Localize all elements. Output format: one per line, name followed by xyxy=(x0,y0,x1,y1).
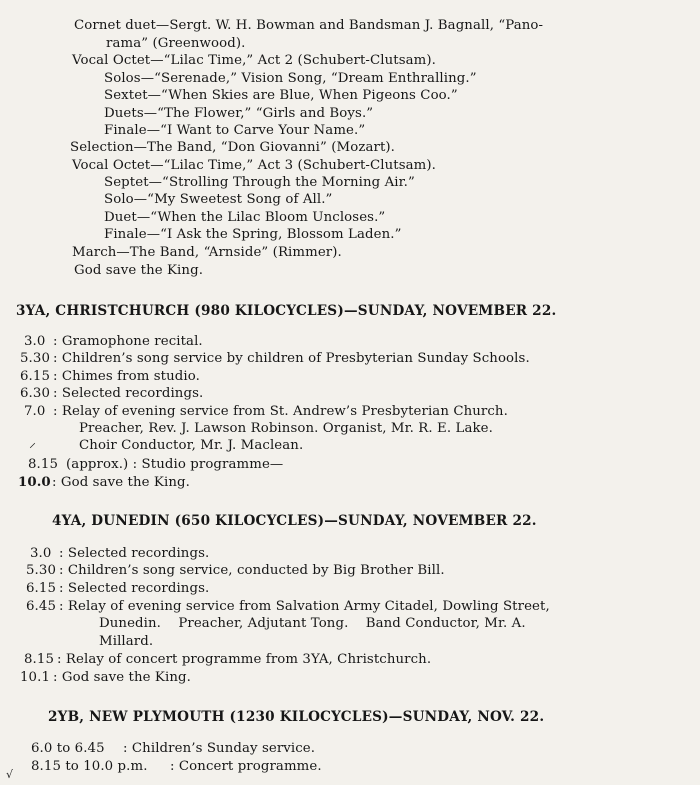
schedule-row xyxy=(24,651,432,668)
schedule-time: 7.0 xyxy=(24,404,46,419)
programme-line: Solo—“My Sweetest Song of All.” xyxy=(104,192,333,207)
schedule-text: : Children’s song service by children of Presbyterian Sunday Schools. xyxy=(53,351,530,366)
programme-line: Sextet—“When Skies are Blue, When Pigeons Coo.” xyxy=(104,88,458,103)
schedule-time: 6.15 xyxy=(20,369,51,384)
schedule-text: : Selected recordings. xyxy=(59,546,210,561)
schedule-time: 5.30 xyxy=(20,351,51,366)
schedule-continuation: Choir Conductor, Mr. J. Maclean. xyxy=(79,438,304,453)
schedule-text: : God save the King. xyxy=(52,475,190,490)
programme-line: Finale—“I Want to Carve Your Name.” xyxy=(104,123,366,138)
schedule-row xyxy=(20,385,204,402)
schedule-continuation: Preacher, Rev. J. Lawson Robinson. Organist, Mr. R. E. Lake. xyxy=(79,421,493,436)
schedule-text: : Relay of evening service from Salvation Army Citadel, Dowling Street, xyxy=(59,599,550,614)
programme-line: Solos—“Serenade,” Vision Song, “Dream Enthralling.” xyxy=(104,71,477,86)
schedule-time: 6.30 xyxy=(20,386,51,401)
schedule-time: 5.30 xyxy=(26,563,57,578)
schedule-text: : Relay of concert programme from 3YA, Christchurch. xyxy=(57,652,432,667)
programme-line: Vocal Octet—“Lilac Time,” Act 2 (Schubert-Clutsam). xyxy=(72,53,436,68)
schedule-row xyxy=(20,368,200,385)
programme-line: Cornet duet—Sergt. W. H. Bowman and Bandsman J. Bagnall, “Pano- xyxy=(74,18,544,33)
schedule-time: 6.45 xyxy=(26,599,57,614)
programme-line: Duet—“When the Lilac Bloom Uncloses.” xyxy=(104,210,386,225)
schedule-text: : Selected recordings. xyxy=(59,581,210,596)
schedule-row xyxy=(20,669,191,686)
schedule-row xyxy=(24,333,203,350)
station-heading: 3YA, CHRISTCHURCH (980 KILOCYCLES)—SUNDAY, NOVEMBER 22. xyxy=(16,303,557,319)
schedule-time: 8.15 to 10.0 p.m. xyxy=(31,759,148,774)
schedule-continuation: Dunedin. Preacher, Adjutant Tong. Band Conductor, Mr. A. xyxy=(99,616,526,631)
corner-mark-icon: √ xyxy=(6,768,14,781)
schedule-text: : Relay of evening service from St. Andrew’s Presbyterian Church. xyxy=(53,404,508,419)
schedule-continuation: Millard. xyxy=(99,634,154,649)
schedule-text: : Children’s song service, conducted by Big Brother Bill. xyxy=(59,563,445,578)
schedule-text: : Children’s Sunday service. xyxy=(123,741,316,756)
programme-line: Septet—“Strolling Through the Morning Air.” xyxy=(104,175,415,190)
schedule-row xyxy=(18,474,190,491)
programme-line: Selection—The Band, “Don Giovanni” (Mozart). xyxy=(70,140,395,155)
schedule-time: 10.0 xyxy=(18,475,51,490)
schedule-time: 6.0 to 6.45 xyxy=(31,741,105,756)
schedule-row xyxy=(20,350,530,367)
schedule-text: (approx.) : Studio programme— xyxy=(66,457,284,472)
schedule-text: : Gramophone recital. xyxy=(53,334,203,349)
schedule-row xyxy=(31,758,322,775)
schedule-row xyxy=(28,456,284,473)
schedule-time: 3.0 xyxy=(30,546,52,561)
schedule-time: 8.15 xyxy=(24,652,55,667)
programme-line: Duets—“The Flower,” “Girls and Boys.” xyxy=(104,106,374,121)
schedule-row xyxy=(24,403,508,420)
schedule-text: : Selected recordings. xyxy=(53,386,204,401)
schedule-text: : Concert programme. xyxy=(170,759,322,774)
programme-line: God save the King. xyxy=(74,263,204,278)
programme-line: rama” (Greenwood). xyxy=(106,36,246,51)
station-heading: 4YA, DUNEDIN (650 KILOCYCLES)—SUNDAY, NOVEMBER 22. xyxy=(52,513,537,529)
schedule-row xyxy=(26,562,445,579)
schedule-text: : God save the King. xyxy=(53,670,191,685)
schedule-time: 8.15 xyxy=(28,457,59,472)
programme-line: Vocal Octet—“Lilac Time,” Act 3 (Schubert-Clutsam). xyxy=(72,158,436,173)
schedule-row xyxy=(30,545,210,562)
programme-line: Finale—“I Ask the Spring, Blossom Laden.” xyxy=(104,227,402,242)
programme-line: March—The Band, “Arnside” (Rimmer). xyxy=(72,245,342,260)
schedule-time: 10.1 xyxy=(20,670,51,685)
schedule-text: : Chimes from studio. xyxy=(53,369,200,384)
station-heading: 2YB, NEW PLYMOUTH (1230 KILOCYCLES)—SUNDAY, NOV. 22. xyxy=(48,709,545,725)
schedule-time: 6.15 xyxy=(26,581,57,596)
schedule-row xyxy=(31,740,316,757)
schedule-row xyxy=(26,598,550,615)
schedule-time: 3.0 xyxy=(24,334,46,349)
schedule-row xyxy=(26,580,210,597)
margin-mark-icon: ⸝ xyxy=(29,435,36,451)
